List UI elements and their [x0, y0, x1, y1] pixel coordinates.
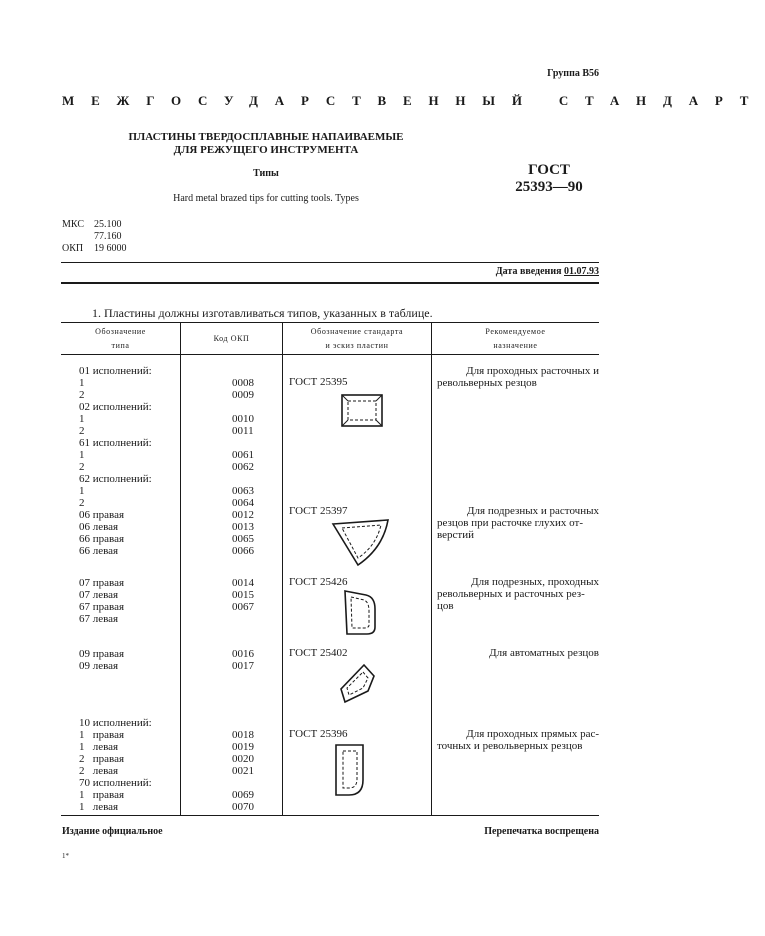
table-row-okp-code: 0065	[232, 533, 254, 545]
use-2-line-1: Для подрезных и расточных	[467, 505, 599, 517]
table-row-okp-code: 0008	[232, 377, 254, 389]
table-row-okp-code: 0013	[232, 521, 254, 533]
date-label: Дата введения	[495, 266, 562, 277]
table-row-okp-code: 0066	[232, 545, 254, 557]
sketch-plate-25396	[333, 742, 367, 798]
banner: МЕЖГОСУДАРСТВЕННЫЙ СТАНДАРТ	[62, 93, 765, 108]
header-standard-line-2: и эскиз пластин	[325, 341, 389, 350]
table-row-okp-code: 0070	[232, 801, 254, 813]
table-row-okp-code: 0018	[232, 729, 254, 741]
sketch-plate-25402	[338, 662, 378, 706]
table-row-type: 01 исполнений:	[79, 365, 152, 377]
page-mark: 1*	[62, 852, 69, 860]
table-row-type: 1 левая	[79, 741, 119, 753]
table-row-type: 2	[79, 461, 85, 473]
table-row-okp-code: 0019	[232, 741, 254, 753]
group-code: Группа В56	[547, 68, 599, 79]
use-2-line-3: верстий	[437, 529, 474, 541]
use-3-line-3: цов	[437, 600, 454, 612]
table-row-type: 66 правая	[79, 533, 125, 545]
table-row-okp-code: 0011	[232, 425, 254, 437]
mks-code-1: 25.100	[94, 219, 122, 230]
table-row-type: 07 левая	[79, 589, 119, 601]
table-row-type: 67 левая	[79, 613, 119, 625]
table-row-type: 1	[79, 413, 85, 425]
intro-text: 1. Пластины должны изготавливаться типов, указанных в таблице.	[92, 306, 433, 320]
table-row-okp-code: 0010	[232, 413, 254, 425]
table-row-okp-code: 0069	[232, 789, 254, 801]
table-row-okp-code: 0020	[232, 753, 254, 765]
use-3-line-1: Для подрезных, проходных	[471, 576, 599, 588]
gost-number: 25393—90	[515, 179, 583, 195]
table-row-type: 07 правая	[79, 577, 125, 589]
table-row-type: 1 правая	[79, 789, 125, 801]
english-title: Hard metal brazed tips for cutting tools. Types	[173, 193, 359, 204]
okp-value: 19 6000	[94, 243, 127, 254]
header-use-line-1: Рекомендуемое	[485, 327, 546, 336]
col-divider-1	[180, 322, 181, 815]
mks-label: МКС	[62, 219, 84, 230]
table-row-type: 67 правая	[79, 601, 125, 613]
table-row-type: 2	[79, 497, 85, 509]
table-header-rule	[61, 354, 599, 355]
table-row-type: 02 исполнений:	[79, 401, 152, 413]
gost-label: ГОСТ	[528, 162, 570, 178]
standard-25395: ГОСТ 25395	[289, 376, 348, 388]
use-group-4	[437, 647, 599, 659]
effective-date	[496, 266, 599, 277]
table-row-okp-code: 0061	[232, 449, 254, 461]
header-type-line-2: типа	[111, 341, 130, 350]
table-row-type: 1 правая	[79, 729, 125, 741]
rule-top	[61, 262, 599, 263]
use-group-2	[437, 505, 599, 541]
footer-official-edition: Издание официальное	[62, 826, 163, 837]
use-4-line-1: Для автоматных резцов	[489, 647, 599, 659]
table-row-type: 06 правая	[79, 509, 125, 521]
standard-25402: ГОСТ 25402	[289, 647, 348, 659]
header-type-line-1: Обозначение	[95, 327, 146, 336]
table-row-type: 06 левая	[79, 521, 119, 533]
use-group-3	[437, 576, 599, 612]
table-row-type: 2 левая	[79, 765, 119, 777]
use-1-line-2: револьверных резцов	[437, 377, 537, 389]
use-1-line-1: Для проходных расточных и	[466, 365, 599, 377]
rule-date	[61, 282, 599, 284]
table-bottom-rule	[61, 815, 599, 816]
header-okp: Код ОКП	[213, 334, 250, 343]
use-5-line-2: точных и револьверных резцов	[437, 740, 583, 752]
table-top-rule	[61, 322, 599, 323]
table-row-okp-code: 0015	[232, 589, 254, 601]
table-row-okp-code: 0062	[232, 461, 254, 473]
col-divider-3	[431, 322, 432, 815]
header-standard	[283, 325, 431, 353]
table-row-type: 1	[79, 377, 85, 389]
table-row-okp-code: 0012	[232, 509, 254, 521]
table-row-okp-code: 0064	[232, 497, 254, 509]
table-row-type: 61 исполнений:	[79, 437, 152, 449]
table-row-okp-code: 0017	[232, 660, 254, 672]
okp-label: ОКП	[62, 243, 84, 254]
sketch-plate-25426	[342, 587, 378, 637]
table-row-type: 62 исполнений:	[79, 473, 152, 485]
use-2-line-2: резцов при расточке глухих от-	[437, 517, 583, 529]
use-group-5	[437, 728, 599, 752]
standard-25426: ГОСТ 25426	[289, 576, 348, 588]
table-row-okp-code: 0067	[232, 601, 254, 613]
table-row-type: 1 левая	[79, 801, 119, 813]
table-row-type: 09 левая	[79, 660, 119, 672]
table-row-type: 70 исполнений:	[79, 777, 152, 789]
use-3-line-2: револьверных и расточных рез-	[437, 588, 585, 600]
table-row-okp-code: 0009	[232, 389, 254, 401]
table-row-type: 10 исполнений:	[79, 717, 152, 729]
mks-code-2: 77.160	[94, 231, 122, 242]
table-row-type: 2	[79, 389, 85, 401]
footer-reprint-prohibited: Перепечатка воспрещена	[484, 826, 599, 837]
sketch-plate-25397	[331, 518, 391, 568]
table-row-okp-code: 0016	[232, 648, 254, 660]
table-row-type: 2	[79, 425, 85, 437]
header-standard-line-1: Обозначение стандарта	[310, 327, 404, 336]
use-group-1	[437, 365, 599, 389]
subtitle: Типы	[253, 168, 279, 179]
header-use-line-2: назначение	[493, 341, 538, 350]
header-use	[432, 325, 599, 353]
sketch-plate-25395	[340, 393, 384, 429]
table-row-type: 66 левая	[79, 545, 119, 557]
table-row-type: 09 правая	[79, 648, 125, 660]
date-value: 01.07.93	[564, 266, 599, 277]
col-divider-2	[282, 322, 283, 815]
title-line-1: ПЛАСТИНЫ ТВЕРДОСПЛАВНЫЕ НАПАИВАЕМЫЕ	[128, 131, 404, 143]
use-5-line-1: Для проходных прямых рас-	[466, 728, 599, 740]
table-row-type: 1	[79, 485, 85, 497]
title-line-2: ДЛЯ РЕЖУЩЕГО ИНСТРУМЕНТА	[173, 144, 359, 156]
standard-25397: ГОСТ 25397	[289, 505, 348, 517]
header-type	[61, 325, 180, 353]
standard-25396: ГОСТ 25396	[289, 728, 348, 740]
table-row-okp-code: 0014	[232, 577, 254, 589]
table-row-okp-code: 0063	[232, 485, 254, 497]
table-row-type: 1	[79, 449, 85, 461]
table-row-type: 2 правая	[79, 753, 125, 765]
table-row-okp-code: 0021	[232, 765, 254, 777]
